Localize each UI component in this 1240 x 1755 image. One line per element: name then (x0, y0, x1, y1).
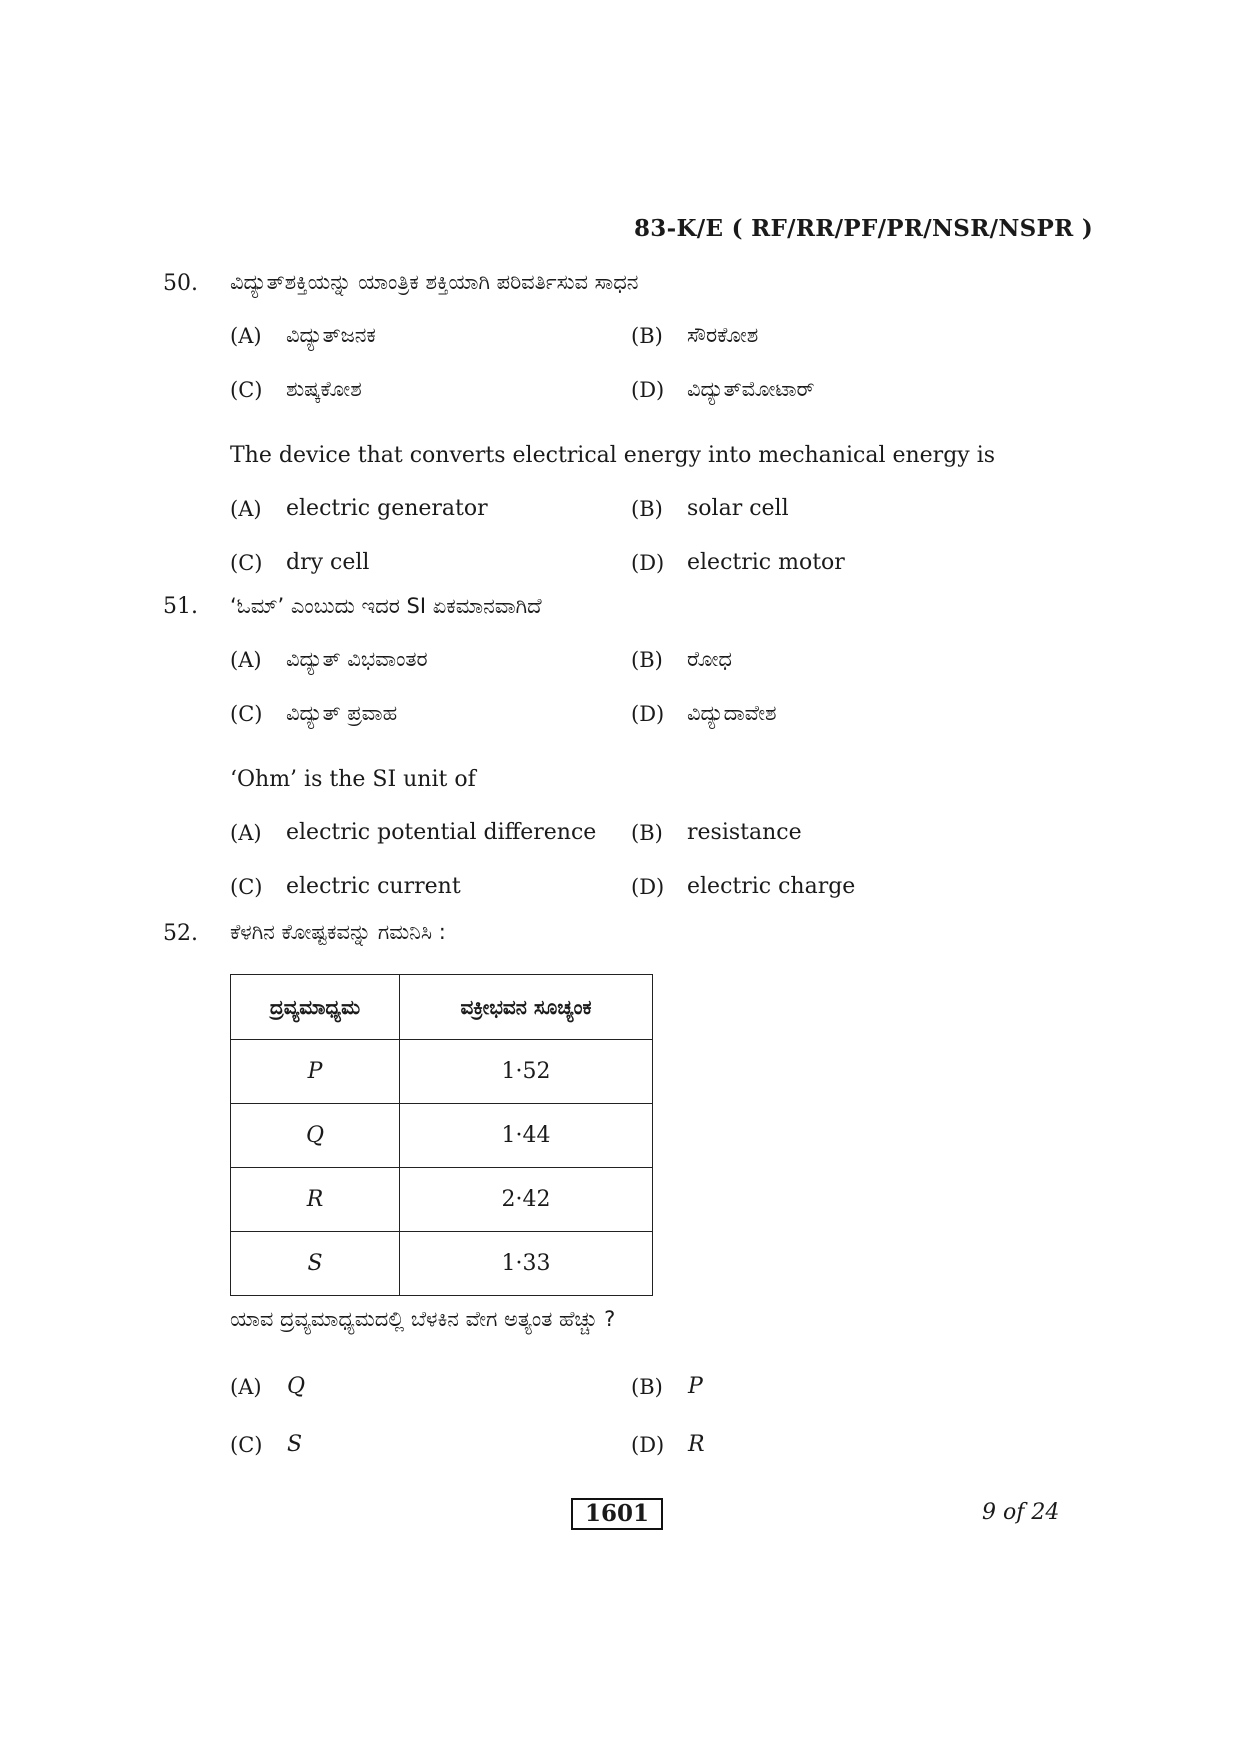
table-cell-index: 1·33 (400, 1232, 653, 1296)
option-label: (A) (230, 648, 262, 672)
table-cell-medium: S (231, 1232, 400, 1296)
question-number: 52. (163, 921, 198, 946)
option-text[interactable]: ಸೌರಕೋಶ (687, 323, 759, 347)
page-number: 9 of 24 (982, 1500, 1060, 1525)
option-label: (D) (631, 702, 665, 726)
option-label: (B) (631, 648, 663, 672)
option-text[interactable]: Q (287, 1374, 306, 1399)
option-text[interactable]: electric current (286, 874, 461, 899)
question-subtext-kannada: ಯಾವ ದ್ರವ್ಯಮಾಧ್ಯಮದಲ್ಲಿ ಬೆಳಕಿನ ವೇಗ ಅತ್ಯಂತ ಹೆಚ್ಚು ? (230, 1307, 616, 1331)
refractive-index-table (230, 974, 653, 1296)
option-text[interactable]: P (688, 1374, 703, 1399)
option-label: (B) (631, 497, 663, 521)
question-text-english: ‘Ohm’ is the SI unit of (230, 767, 476, 792)
table-row (231, 1232, 653, 1296)
paper-code: 83-K/E ( RF/RR/PF/PR/NSR/NSPR ) (634, 215, 1094, 242)
option-text[interactable]: ರೋಧ (687, 647, 732, 671)
option-label: (C) (230, 1433, 263, 1457)
option-text[interactable]: ಶುಷ್ಕಕೋಶ (286, 377, 362, 401)
table-row (231, 1040, 653, 1104)
option-label: (D) (631, 551, 665, 575)
question-text-kannada: ಕೆಳಗಿನ ಕೋಷ್ಟಕವನ್ನು ಗಮನಿಸಿ : (230, 920, 446, 944)
option-text[interactable]: dry cell (286, 550, 370, 575)
option-text[interactable]: electric generator (286, 496, 488, 521)
option-label: (A) (230, 821, 262, 845)
option-label: (A) (230, 324, 262, 348)
option-label: (C) (230, 875, 263, 899)
option-text[interactable]: ವಿದ್ಯುತ್‌ಮೋಟಾರ್ (687, 377, 815, 401)
option-text[interactable]: electric potential difference (286, 820, 597, 845)
table-header-medium: ದ್ರವ್ಯಮಾಧ್ಯಮ (231, 975, 400, 1040)
booklet-code: 1601 (571, 1498, 663, 1530)
option-label: (C) (230, 551, 263, 575)
question-number: 50. (163, 271, 198, 296)
option-label: (B) (631, 821, 663, 845)
option-label: (A) (230, 497, 262, 521)
option-label: (B) (631, 324, 663, 348)
option-label: (D) (631, 378, 665, 402)
option-label: (C) (230, 702, 263, 726)
option-text[interactable]: electric motor (687, 550, 845, 575)
option-text[interactable]: ವಿದ್ಯುತ್ ವಿಭವಾಂತರ (286, 647, 428, 671)
option-label: (A) (230, 1375, 262, 1399)
question-text-kannada: ವಿದ್ಯುತ್‌ಶಕ್ತಿಯನ್ನು ಯಾಂತ್ರಿಕ ಶಕ್ತಿಯಾಗಿ ಪರಿವರ್ತಿಸುವ ಸಾಧನ (230, 270, 639, 294)
option-text[interactable]: ವಿದ್ಯುದಾವೇಶ (687, 701, 777, 725)
table-cell-index: 1·44 (400, 1104, 653, 1168)
option-text[interactable]: R (688, 1432, 705, 1457)
option-text[interactable]: S (287, 1432, 303, 1457)
option-label: (D) (631, 1433, 665, 1457)
table-header-refractive-index: ವಕ್ರೀಭವನ ಸೂಚ್ಯಂಕ (400, 975, 653, 1040)
table-cell-medium: P (231, 1040, 400, 1104)
option-text[interactable]: ವಿದ್ಯುತ್‌ಜನಕ (286, 323, 376, 347)
table-row (231, 1168, 653, 1232)
table-cell-index: 2·42 (400, 1168, 653, 1232)
table-row (231, 1104, 653, 1168)
question-text-english: The device that converts electrical energy into mechanical energy is (230, 443, 996, 468)
option-label: (C) (230, 378, 263, 402)
option-text[interactable]: resistance (687, 820, 802, 845)
table-cell-index: 1·52 (400, 1040, 653, 1104)
question-text-kannada: ‘ಓಮ್’ ಎಂಬುದು ಇದರ SI ಏಕಮಾನವಾಗಿದೆ (230, 594, 542, 618)
question-number: 51. (163, 594, 198, 619)
option-label: (D) (631, 875, 665, 899)
table-cell-medium: Q (231, 1104, 400, 1168)
table-header-row (231, 975, 653, 1040)
option-text[interactable]: solar cell (687, 496, 789, 521)
option-text[interactable]: ವಿದ್ಯುತ್ ಪ್ರವಾಹ (286, 701, 398, 725)
option-label: (B) (631, 1375, 663, 1399)
option-text[interactable]: electric charge (687, 874, 856, 899)
table-cell-medium: R (231, 1168, 400, 1232)
